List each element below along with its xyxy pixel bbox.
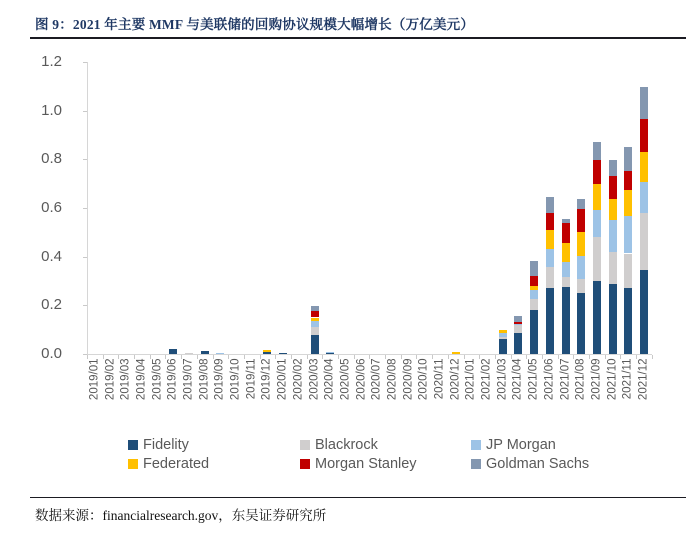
bar-segment-jp-morgan: [326, 352, 334, 353]
bar-segment-goldman-sachs: [562, 219, 570, 223]
x-axis-label: 2020/11: [433, 358, 446, 400]
bar-segment-goldman-sachs: [311, 306, 319, 311]
legend-swatch-federated: [128, 459, 138, 469]
bar-segment-fidelity: [577, 293, 585, 354]
x-axis-label: 2021/10: [606, 358, 619, 401]
y-axis-tick: [83, 159, 87, 160]
bar-segment-goldman-sachs: [577, 199, 585, 209]
bar-segment-jp-morgan: [609, 220, 617, 251]
x-axis-label: 2020/10: [417, 358, 430, 401]
y-axis-label: 0.0: [41, 345, 62, 362]
x-axis-label: 2021/04: [511, 358, 524, 401]
x-axis-label: 2021/08: [574, 358, 587, 401]
bar-segment-jp-morgan: [640, 182, 648, 213]
bar-segment-blackrock: [609, 252, 617, 284]
figure-title: 图 9：2021 年主要 MMF 与美联储的回购协议规模大幅增长（万亿美元）: [35, 17, 475, 32]
bar-segment-federated: [577, 232, 585, 256]
bar-segment-jp-morgan: [530, 290, 538, 298]
bar-segment-fidelity: [609, 284, 617, 354]
bar-segment-blackrock: [577, 279, 585, 293]
bar-segment-fidelity: [201, 351, 209, 354]
legend-label: Morgan Stanley: [315, 456, 417, 472]
bar-segment-morgan-stanley: [640, 119, 648, 152]
x-axis-label: 2019/11: [245, 358, 258, 400]
bar-segment-morgan-stanley: [624, 171, 632, 190]
x-axis-label: 2019/09: [213, 358, 226, 401]
x-axis-label: 2021/09: [590, 358, 603, 401]
x-axis-label: 2020/01: [276, 358, 289, 401]
x-axis-label: 2021/06: [543, 358, 556, 401]
bar-segment-fidelity: [169, 349, 177, 354]
bar-segment-blackrock: [514, 325, 522, 334]
bar-segment-blackrock: [530, 299, 538, 311]
bar-segment-goldman-sachs: [609, 160, 617, 176]
bar-segment-jp-morgan: [311, 321, 319, 328]
bar-segment-blackrock: [562, 277, 570, 286]
bar-segment-fidelity: [530, 310, 538, 354]
bar-segment-jp-morgan: [577, 256, 585, 279]
bar-segment-goldman-sachs: [624, 147, 632, 171]
bar-segment-fidelity: [311, 335, 319, 354]
x-axis-label: 2019/12: [260, 358, 273, 401]
legend-swatch-fidelity: [128, 440, 138, 450]
bar-segment-goldman-sachs: [546, 197, 554, 213]
bar-segment-jp-morgan: [562, 262, 570, 278]
x-axis-label: 2021/12: [637, 358, 650, 401]
y-axis-tick: [83, 305, 87, 306]
bar-segment-federated: [311, 318, 319, 321]
x-axis-label: 2019/10: [229, 358, 242, 401]
x-axis-label: 2021/11: [621, 358, 634, 400]
bar-segment-fidelity: [562, 287, 570, 354]
bar-segment-goldman-sachs: [514, 316, 522, 321]
y-axis-label: 0.2: [41, 296, 62, 314]
bar-segment-morgan-stanley: [530, 276, 538, 286]
bar-segment-goldman-sachs: [530, 261, 538, 276]
x-axis-label: 2020/12: [449, 358, 462, 401]
bar-segment-blackrock: [593, 237, 601, 280]
x-axis-label: 2020/07: [370, 358, 383, 401]
y-axis-label: 0.6: [41, 199, 62, 216]
bar-segment-fidelity: [499, 339, 507, 354]
bar-segment-morgan-stanley: [609, 176, 617, 199]
y-axis-label: 0.8: [41, 150, 62, 168]
bar-segment-jp-morgan: [216, 353, 224, 354]
bar-segment-blackrock: [640, 213, 648, 270]
bar-segment-morgan-stanley: [311, 311, 319, 318]
bar-segment-federated: [546, 230, 554, 249]
y-axis-label: 1.0: [41, 101, 62, 119]
bar-segment-federated: [562, 243, 570, 262]
y-axis-tick: [83, 257, 87, 258]
bar-segment-goldman-sachs: [593, 142, 601, 160]
y-axis-tick: [83, 62, 87, 63]
y-axis-label: 0.4: [41, 247, 62, 265]
legend-label: Blackrock: [315, 437, 378, 453]
data-source-text: 数据来源：financialresearch.gov，东吴证券研究所: [35, 508, 327, 523]
x-axis-label: 2019/07: [182, 358, 195, 401]
x-axis-label: 2019/01: [88, 358, 101, 401]
x-axis-label: 2019/02: [104, 358, 117, 401]
bar-segment-fidelity: [546, 288, 554, 354]
y-axis-label: 1.2: [41, 53, 62, 70]
bar-segment-jp-morgan: [593, 210, 601, 237]
bar-segment-jp-morgan: [624, 216, 632, 253]
bar-segment-jp-morgan: [514, 324, 522, 325]
y-axis-line: [87, 62, 88, 354]
x-axis-label: 2020/06: [355, 358, 368, 401]
bar-segment-blackrock: [624, 254, 632, 288]
x-axis-label: 2021/03: [496, 358, 509, 401]
bar-segment-fidelity: [640, 270, 648, 354]
legend-label: Fidelity: [143, 437, 189, 453]
bar-segment-morgan-stanley: [593, 160, 601, 184]
y-axis-tick: [83, 111, 87, 112]
bar-segment-fidelity: [263, 352, 271, 354]
legend-swatch-goldman-sachs: [471, 459, 481, 469]
bar-segment-fidelity: [593, 281, 601, 354]
bar-segment-federated: [452, 352, 460, 354]
source-divider-line: [30, 497, 686, 498]
y-axis-tick: [83, 208, 87, 209]
bar-segment-federated: [530, 286, 538, 290]
bar-segment-federated: [609, 199, 617, 220]
bar-segment-federated: [263, 350, 271, 351]
x-axis-label: 2021/07: [559, 358, 572, 401]
bar-segment-fidelity: [624, 288, 632, 354]
bar-segment-morgan-stanley: [562, 223, 570, 243]
x-axis-label: 2020/05: [339, 358, 352, 401]
bar-segment-fidelity: [326, 353, 334, 354]
bar-segment-fidelity: [279, 353, 287, 354]
bar-segment-federated: [640, 152, 648, 182]
legend-swatch-blackrock: [300, 440, 310, 450]
legend-swatch-jp-morgan: [471, 440, 481, 450]
legend-label: Goldman Sachs: [486, 456, 590, 472]
chart-legend: [0, 437, 686, 489]
bar-segment-jp-morgan: [499, 333, 507, 337]
x-axis-label: 2020/08: [386, 358, 399, 401]
bar-segment-federated: [499, 330, 507, 334]
bar-segment-blackrock: [546, 267, 554, 288]
bar-segment-federated: [593, 184, 601, 211]
bar-segment-blackrock: [311, 327, 319, 334]
x-axis-label: 2019/05: [151, 358, 164, 401]
x-axis-label: 2021/01: [464, 358, 477, 401]
x-axis-label: 2019/08: [198, 358, 211, 401]
x-axis-label: 2020/09: [402, 358, 415, 401]
bar-segment-fidelity: [514, 333, 522, 354]
x-axis-label: 2019/03: [119, 358, 132, 401]
bar-segment-goldman-sachs: [640, 87, 648, 119]
x-axis-label: 2021/05: [527, 358, 540, 401]
x-axis-tick: [652, 355, 653, 359]
bar-segment-morgan-stanley: [546, 213, 554, 231]
bar-segment-morgan-stanley: [577, 209, 585, 232]
bar-segment-morgan-stanley: [514, 322, 522, 324]
x-axis-label: 2020/02: [292, 358, 305, 401]
x-axis-label: 2020/04: [323, 358, 336, 401]
bar-segment-jp-morgan: [546, 249, 554, 267]
bar-segment-blackrock: [499, 337, 507, 339]
x-axis-label: 2019/04: [135, 358, 148, 401]
x-axis-label: 2019/06: [166, 358, 179, 401]
legend-label: Federated: [143, 456, 210, 472]
x-axis-label: 2021/02: [480, 358, 493, 401]
bar-segment-blackrock: [185, 353, 193, 354]
legend-swatch-morgan-stanley: [300, 459, 310, 469]
x-axis-label: 2020/03: [308, 358, 320, 401]
bar-segment-federated: [624, 190, 632, 216]
legend-label: JP Morgan: [486, 437, 556, 453]
